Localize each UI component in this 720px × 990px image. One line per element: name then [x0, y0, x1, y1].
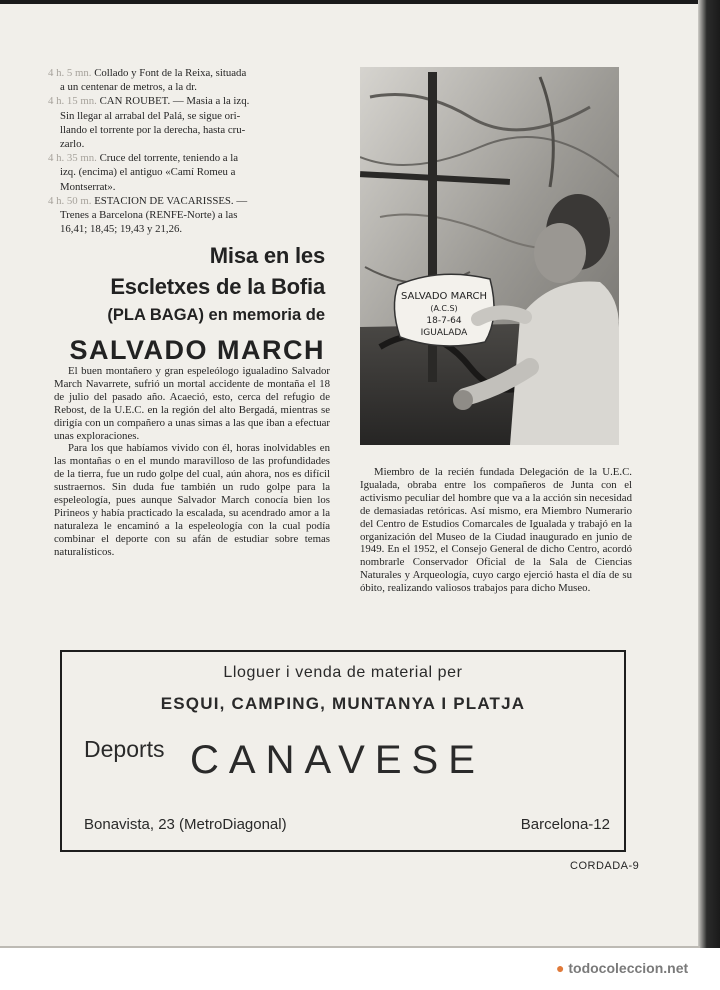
memorial-cross-photo — [360, 67, 619, 445]
ad-categories: ESQUI, CAMPING, MUNTANYA I PLATJA — [160, 694, 526, 713]
route-step-continuation: izq. (encima) el antiguo «Camí Romeu a — [60, 166, 236, 179]
article-heading — [50, 240, 325, 370]
plaque-town: IGUALADA — [420, 328, 468, 338]
article-paragraph: El buen montañero y gran espeleólogo igualadino Salvador March Navarrete, sufrió un mortal accidente de montaña el 18 de julio del pasado año. Acaeció, esto, cerca del refugio de Rebost, de la U.E.C. en la región del alto Bergadá, mientras se dirigía con un compañero a unas simas a las que iban a efectuar unas exploraciones. — [54, 365, 330, 442]
route-step: 4 h. 15 mn. CAN ROUBET. — Masia a la izq. — [48, 95, 250, 108]
route-step: 4 h. 50 m. ESTACION DE VACARISSES. — — [48, 194, 248, 207]
plaque-name: SALVADO MARCH — [400, 291, 488, 302]
ad-brand-name: CANAVESE — [190, 738, 485, 782]
scan-right-edge — [698, 0, 720, 990]
route-time: 4 h. 15 mn. — [48, 95, 97, 108]
route-time: 4 h. 35 mn. — [48, 152, 97, 165]
heading-line: Misa en les — [209, 243, 325, 268]
route-step: 4 h. 5 mn. Collado y Font de la Reixa, situada — [48, 67, 247, 79]
page-number: CORDADA-9 — [570, 860, 640, 872]
watermark: ● todocoleccion.net — [556, 960, 689, 976]
watermark-icon: ● — [556, 960, 569, 976]
plaque-date: 18-7-64 — [426, 316, 462, 326]
route-step-continuation: zarlo. — [60, 138, 85, 151]
route-step-continuation: llando el torrente por la derecha, hasta cru- — [60, 123, 246, 136]
ad-city: Barcelona-12 — [520, 816, 610, 833]
route-step-continuation: a un centenar de metros, a la dr. — [60, 81, 198, 94]
route-step-continuation: Trenes a Barcelona (RENFE-Norte) a las — [60, 209, 238, 222]
ad-address: Bonavista, 23 (MetroDiagonal) — [84, 816, 287, 833]
article-body-left — [54, 365, 330, 559]
route-step-continuation: 16,41; 18,45; 19,43 y 21,26. — [60, 223, 183, 236]
advertisement-box — [60, 650, 626, 852]
route-time: 4 h. 5 mn. — [48, 67, 92, 79]
scan-top-edge — [0, 0, 720, 4]
route-step-continuation: Montserrat». — [60, 180, 116, 193]
heading-name: SALVADO MARCH — [69, 335, 325, 365]
article-paragraph: Miembro de la recién fundada Delegación de la U.E.C. Igualada, obraba entre los compañeros de Junta con el activismo peculiar del hombre que va a la acción sin necesidad de demasiadas retóricas. Así mismo, era Miembro Numerario del Centro de Estudios Comarcales de Igualada y trabajó en la organización del Museo de la Ciudad inaugurado en junio de 1949. En el 1952, el Consejo General de dicho Centro, acordó nombrarle Conservador Oficial de la Sala de Ciencias Naturales y Arqueología, cuyo cargo ejerció hasta el día de su óbito, realizando valiosos trabajos para dicho Museo. — [360, 466, 632, 595]
article-paragraph: Para los que habíamos vivido con él, horas inolvidables en las montañas o en el mundo maravilloso de las profundidades de la tierra, fue un rudo golpe del cual, aún ahora, nos es difícil sustraernos. Sin duda fue también un rudo golpe para la espeleología, pues aunque Salvador March conocía bien los Pirineos y había practicado la escalada, su acendrado amor a la naturaleza le encaminó a la espeleología con la cual podía combinar el deporte con su afán de estudiar sobre temas naturalísticos. — [54, 442, 330, 558]
heading-line: (PLA BAGA) en memoria de — [107, 306, 325, 324]
heading-line: Escletxes de la Bofia — [110, 274, 325, 299]
memorial-plaque — [394, 274, 494, 346]
route-itinerary — [48, 67, 333, 237]
ad-deports-label: Deports — [84, 736, 165, 762]
route-step-continuation: Sin llegar al arrabal del Palá, se sigue ori- — [60, 109, 241, 122]
route-step: 4 h. 35 mn. Cruce del torrente, teniendo a la — [48, 152, 239, 165]
ad-tagline: Lloguer i venda de material per — [223, 664, 463, 681]
route-time: 4 h. 50 m. — [48, 194, 92, 207]
article-body-right — [360, 466, 632, 595]
plaque-club: (A.C.S) — [430, 304, 458, 313]
